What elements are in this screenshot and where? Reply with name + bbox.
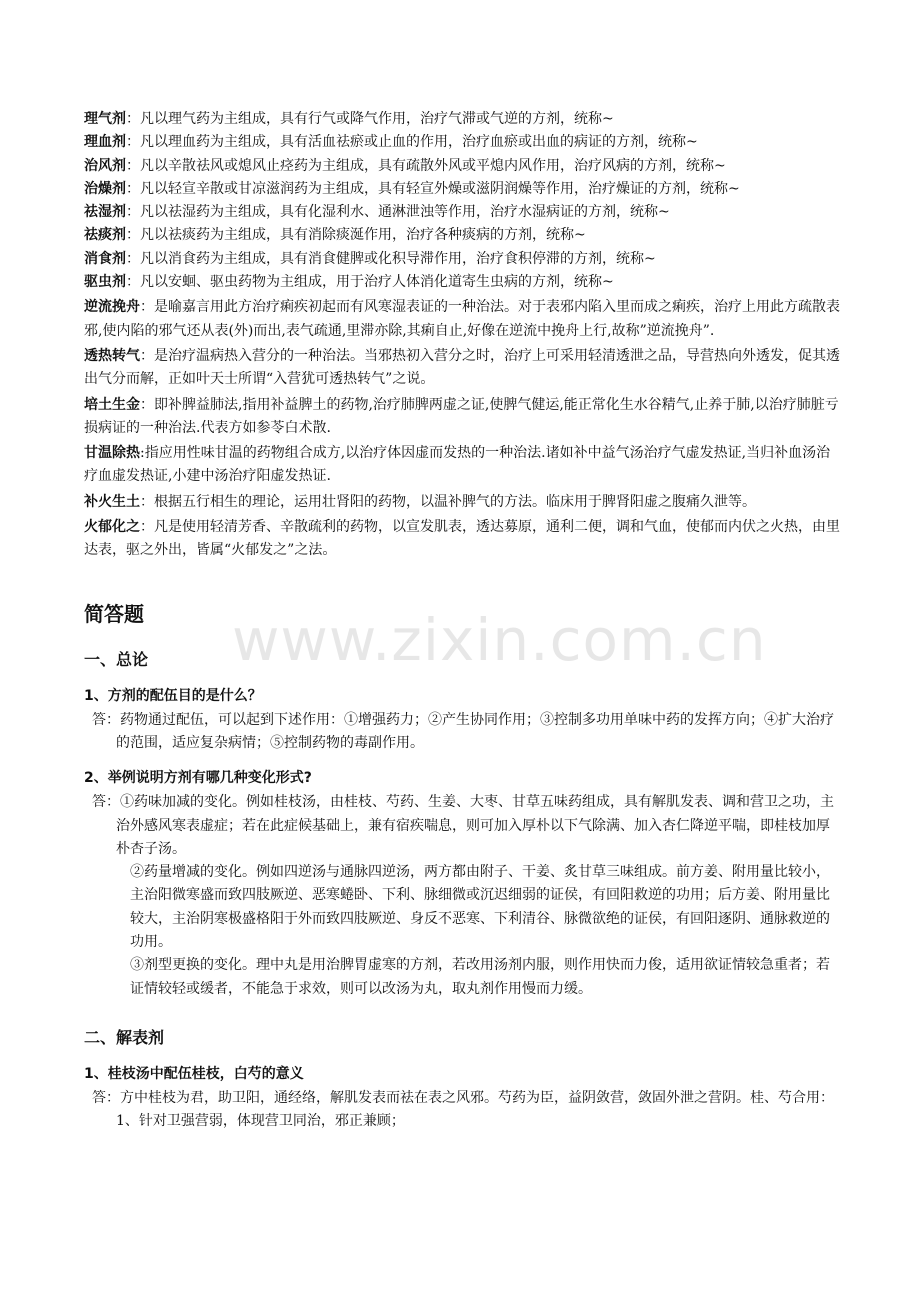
question-1: 1、方剂的配伍目的是什么？ xyxy=(84,687,262,704)
definition-text: 凡以祛痰药为主组成，具有消除痰涎作用，治疗各种痰病的方剂，统称~ xyxy=(140,227,586,244)
definition-text: 指应用性味甘温的药物组合成方,以治疗体因虚而发热的一种治法.诸如补中益气汤治疗气虚发热证,当归补血汤治疗血虚发热证,小建中汤治疗阳虚发热证. xyxy=(84,445,831,485)
definition-separator: ： xyxy=(140,347,154,364)
definition-item xyxy=(84,155,840,178)
chapter-title: 二、解表剂 xyxy=(84,1027,165,1047)
answer-2-part-3: ③剂型更换的变化。理中丸是用治脾胃虚寒的方剂，若改用汤剂内服，则作用快而力俊，适用欲证情较急重者；若证情较轻或缓者，不能急于求效，则可以改汤为丸，取丸剂作用慢而力缓。 xyxy=(130,957,830,997)
definition-separator: ： xyxy=(140,493,154,510)
definition-term: 祛痰剂 xyxy=(84,227,126,244)
definition-separator: ： xyxy=(126,111,140,127)
document-page xyxy=(84,108,840,1134)
definition-text: 凡以辛散祛风或熄风止痉药为主组成，具有疏散外风或平熄内风作用，治疗风病的方剂，统称~ xyxy=(140,157,726,174)
watermark: www.zixin.com.cn xyxy=(232,606,767,674)
definition-item xyxy=(84,345,840,392)
definition-term: 祛湿剂 xyxy=(84,204,126,221)
definition-term: 甘温除热 xyxy=(84,445,140,462)
definition-separator: ： xyxy=(126,157,140,174)
definition-text: 凡以祛湿药为主组成，具有化湿利水、通淋泄浊等作用，治疗水湿病证的方剂，统称~ xyxy=(140,204,670,221)
definition-term: 培土生金 xyxy=(84,396,140,413)
definition-item xyxy=(84,248,840,271)
definition-text: 是喻嘉言用此方治疗痢疾初起而有风寒湿表证的一种治法。对于表邪内陷入里而成之痢疾，治疗上用此方疏散表邪,使内陷的邪气还从表(外)而出,表气疏通,里滞亦除,其痢自止,好像在逆流中挽舟上行,故称”逆流挽舟”. xyxy=(84,299,840,339)
definition-term: 火郁化之 xyxy=(84,519,140,536)
definition-separator: ： xyxy=(140,396,154,413)
definition-separator: ： xyxy=(126,180,140,197)
definition-separator: ： xyxy=(140,519,154,536)
definition-item xyxy=(84,131,840,154)
definition-separator: ： xyxy=(140,299,154,316)
definition-text: 凡以理气药为主组成，具有行气或降气作用，治疗气滞或气逆的方剂，统称~ xyxy=(140,111,614,127)
definition-term: 消食剂 xyxy=(84,250,126,267)
answer-2-part-2: ②药量增减的变化。例如四逆汤与通脉四逆汤，两方都由附子、干姜、炙甘草三味组成。前方姜、附用量比较小，主治阳微寒盛而致四肢厥逆、恶寒蜷卧、下利、脉细微或沉迟细弱的证侯，有回阳救逆的功用；后方姜、附用量比较大，主治阴寒极盛格阳于外而致四肢厥逆、身反不恶寒、下利清谷、脉微欲绝的证侯，有回阳逐阴、通脉救逆的功用。 xyxy=(130,864,830,951)
definition-term: 补火生土 xyxy=(84,493,140,510)
definition-text: 凡是使用轻清芳香、辛散疏利的药物，以宣发肌表，透达募原，通利二便，调和气血，使郁而内伏之火热，由里达表，驱之外出，皆属“火郁发之”之法。 xyxy=(84,519,840,559)
definition-separator: ： xyxy=(126,274,140,291)
definition-item xyxy=(84,296,840,343)
definition-separator: : xyxy=(140,445,145,462)
definition-separator: ： xyxy=(126,250,140,267)
definition-term: 驱虫剂 xyxy=(84,274,126,291)
definition-item xyxy=(84,442,840,489)
definition-separator: ： xyxy=(126,134,140,151)
definition-item xyxy=(84,178,840,201)
answer-1: 答：药物通过配伍，可以起到下述作用：①增强药力；②产生协同作用；③控制多功用单味中药的发挥方向；④扩大治疗的范围，适应复杂病情；⑤控制药物的毒副作用。 xyxy=(92,711,834,751)
definition-text: 凡以理血药为主组成，具有活血祛瘀或止血的作用，治疗血瘀或出血的病证的方剂，统称~ xyxy=(140,134,698,151)
definition-item xyxy=(84,201,840,224)
definition-term: 透热转气 xyxy=(84,347,140,364)
definitions-list xyxy=(84,108,840,563)
answer-2-part-1: 答：①药味加减的变化。例如桂枝汤，由桂枝、芍药、生姜、大枣、甘草五味药组成，具有解肌发表、调和营卫之功，主治外感风寒表虚症；若在此症候基础上，兼有宿疾喘息，则可加入厚朴以下气除满、加入杏仁降逆平喘，即桂枝加厚朴杏子汤。 xyxy=(92,794,834,857)
answer-1: 答：方中桂枝为君，助卫阳，通经络，解肌发表而祛在表之风邪。芍药为臣，益阴敛营，敛固外泄之营阴。桂、芍合用：1、针对卫强营弱，体现营卫同治，邪正兼顾； xyxy=(92,1089,834,1130)
definition-text: 凡以消食药为主组成，具有消食健脾或化积导滞作用，治疗食积停滞的方剂，统称~ xyxy=(140,250,656,267)
definition-text: 凡以安蛔、驱虫药物为主组成，用于治疗人体消化道寄生虫病的方剂，统称~ xyxy=(140,274,614,291)
definition-item xyxy=(84,224,840,247)
definition-separator: ： xyxy=(126,204,140,221)
definition-item xyxy=(84,271,840,294)
definition-item xyxy=(84,491,840,514)
definition-item xyxy=(84,516,840,563)
definition-term: 理血剂 xyxy=(84,134,126,151)
definition-item xyxy=(84,394,840,441)
question-2: 2、举例说明方剂有哪几种变化形式? xyxy=(84,770,312,787)
definition-item xyxy=(84,108,840,131)
chapter-title: 一、总论 xyxy=(84,649,149,669)
definition-term: 治风剂 xyxy=(84,157,126,174)
definition-text: 根据五行相生的理论，运用壮肾阳的药物，以温补脾气的方法。临床用于脾肾阳虚之腹痛久泄等。 xyxy=(154,493,756,510)
definition-term: 治燥剂 xyxy=(84,180,126,197)
definition-separator: ： xyxy=(126,227,140,244)
definition-text: 凡以轻宣辛散或甘凉滋润药为主组成，具有轻宣外燥或滋阴润燥等作用，治疗燥证的方剂，统称~ xyxy=(140,180,740,197)
definition-term: 逆流挽舟 xyxy=(84,299,140,316)
definition-text: 即补脾益肺法,指用补益脾土的药物,治疗肺脾两虚之证,使脾气健运,能正常化生水谷精气,止养于肺,以治疗肺脏亏损病证的一种治法.代表方如参苓白术散. xyxy=(84,396,839,436)
definition-term: 理气剂 xyxy=(84,111,126,127)
section-title: 简答题 xyxy=(84,601,144,626)
definition-text: 是治疗温病热入营分的一种治法。当邪热初入营分之时，治疗上可采用轻清透泄之品，导营热向外透发，促其透出气分而解，正如叶天士所谓“入营犹可透热转气”之说。 xyxy=(84,347,840,388)
question-1: 1、桂枝汤中配伍桂枝，白芍的意义 xyxy=(84,1065,304,1082)
